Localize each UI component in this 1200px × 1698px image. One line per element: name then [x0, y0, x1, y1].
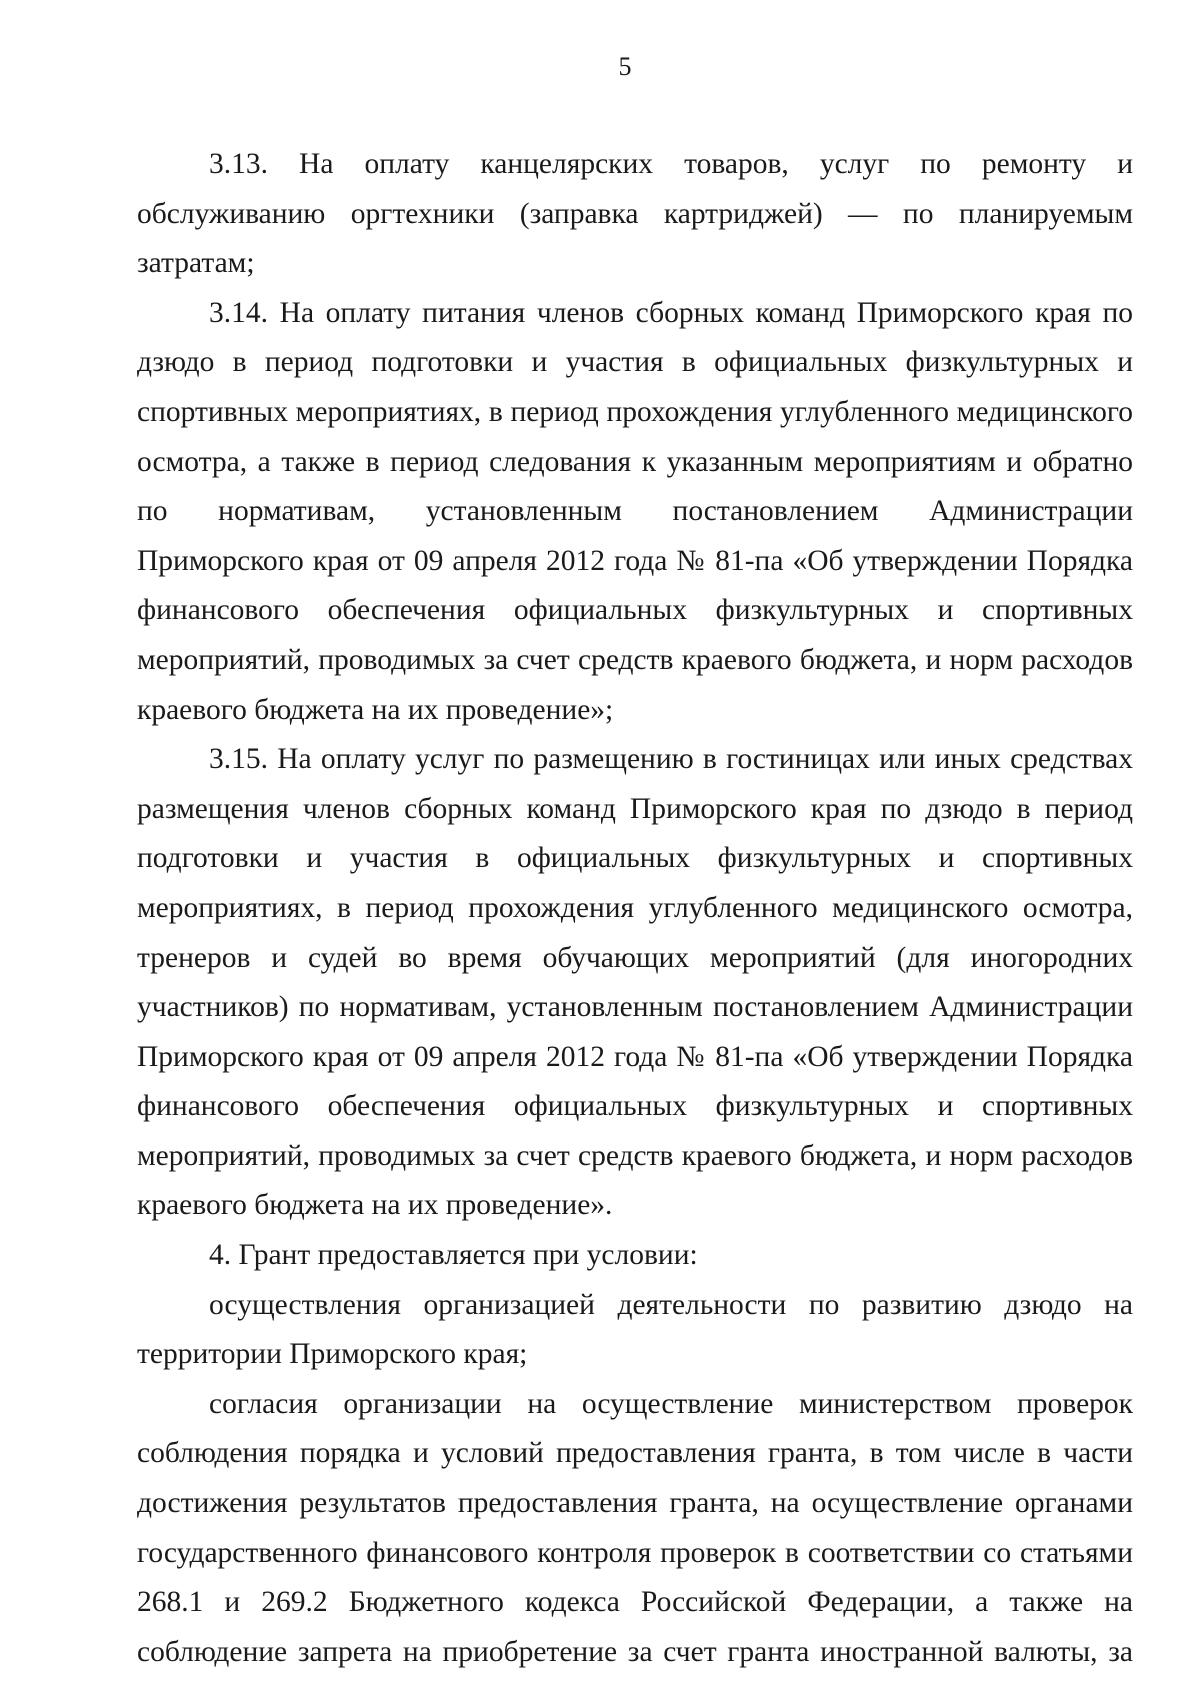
paragraph-3-14: 3.14. На оплату питания членов сборных команд Приморского края по дзюдо в период подготовки и участия в официальных физкультурных и спортивных мероприятиях, в период прохождения углубленного медицинского осмотра, а также в период следования к указанным мероприятиям и обратно по нормативам, установленным постановлением Администрации Приморского края от 09 апреля 2012 года № 81-па «Об утверждении Порядка финансового обеспечения официальных физкультурных и спортивных мероприятий, проводимых за счет средств краевого бюджета, и норм расходов краевого бюджета на их проведение»; — [137, 296, 1133, 726]
paragraph-condition-activity: осуществления организацией деятельности по развитию дзюдо на территории Приморского края; — [137, 1288, 1133, 1371]
page-number: 5 — [618, 52, 632, 81]
paragraph-condition-consent: согласия организации на осуществление министерством проверок соблюдения порядка и условий предоставления гранта, в том числе в части достижения результатов предоставления гранта, на осуществление органами государственного финансового контроля проверок в соответствии со статьями 268.1 и 269.2 Бюджетного кодекса Российской Федерации, а также на соблюдение запрета на приобретение за счет гранта иностранной валюты, за — [137, 1387, 1133, 1668]
paragraph-3-15: 3.15. На оплату услуг по размещению в гостиницах или иных средствах размещения членов сборных команд Приморского края по дзюдо в период подготовки и участия в официальных физкультурных и спортивных мероприятиях, в период прохождения углубленного медицинского осмотра, тренеров и судей во время обучающих мероприятий (для иногородних участников) по нормативам, установленным постановлением Администрации Приморского края от 09 апреля 2012 года № 81-па «Об утверждении Порядка финансового обеспечения официальных физкультурных и спортивных мероприятий, проводимых за счет средств краевого бюджета, и норм расходов краевого бюджета на их проведение». — [137, 743, 1133, 1222]
paragraph-4: 4. Грант предоставляется при условии: — [209, 1239, 698, 1272]
paragraph-3-13: 3.13. На оплату канцелярских товаров, услуг по ремонту и обслуживанию оргтехники (заправка картриджей) — по планируемым затратам; — [137, 148, 1133, 280]
document-body — [137, 140, 1133, 1677]
